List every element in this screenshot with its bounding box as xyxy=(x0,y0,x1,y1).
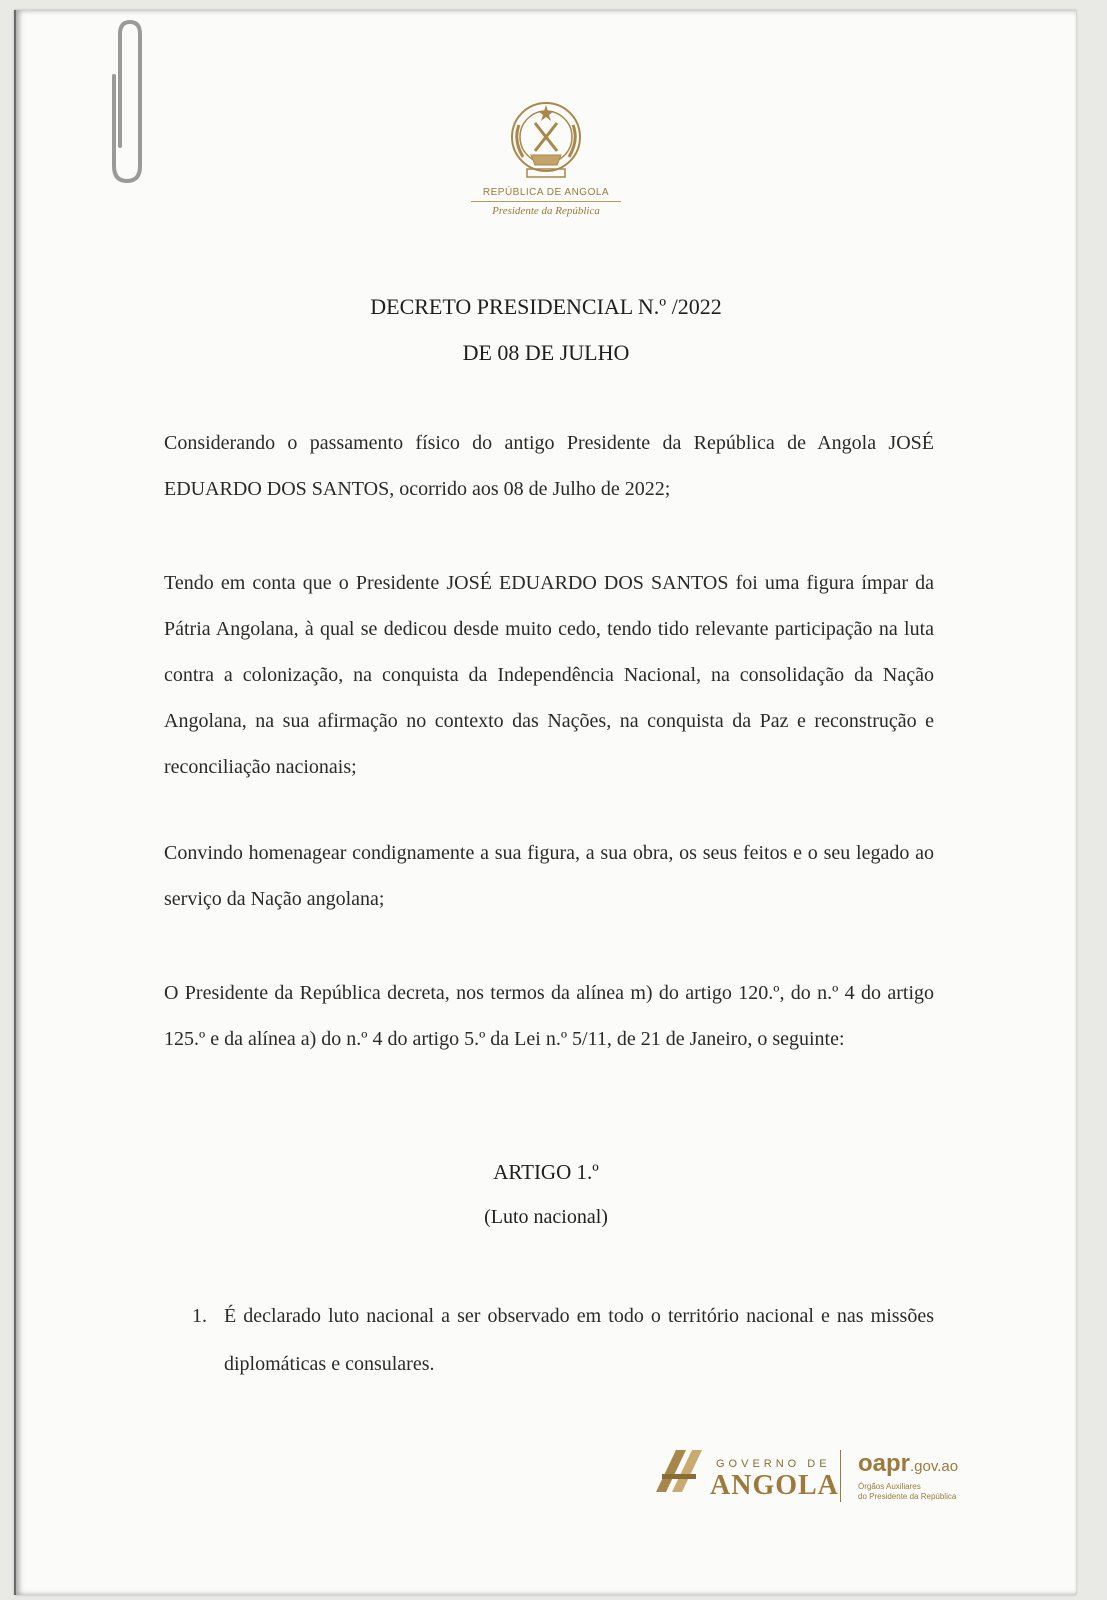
oapr-label: oapr xyxy=(858,1450,911,1477)
paragraph-considerando: Considerando o passamento físico do antigo Presidente da República de Angola JOSÉ EDUARDO DOS SANTOS, ocorrido aos 08 de Julho de 2022; xyxy=(164,432,934,500)
oapr-domain: .gov.ao xyxy=(910,1458,959,1475)
list-item-number: 1. xyxy=(192,1305,207,1327)
coat-of-arms-icon xyxy=(501,95,591,185)
document-page xyxy=(14,10,1076,1595)
letterhead xyxy=(16,95,1076,217)
article-heading: ARTIGO 1.º xyxy=(493,1160,599,1184)
paragraph-decreta: O Presidente da República decreta, nos termos da alínea m) do artigo 120.º, do n.º 4 do artigo 125.º e da alínea a) do n.º 4 do artigo 5.º da Lei n.º 5/11, de 21 de Janeiro, o seguinte: xyxy=(164,982,934,1050)
footer-divider xyxy=(840,1450,841,1502)
oapr-subtitle xyxy=(858,1482,956,1502)
paragraph-tendo-em-conta: Tendo em conta que o Presidente JOSÉ EDUARDO DOS SANTOS foi uma figura ímpar da Pátria Angolana, à qual se dedicou desde muito cedo, tendo tido relevante participação na luta contra a colonização, na conquista da Independência Nacional, na consolidação da Nação Angolana, na sua afirmação no contexto das Nações, na conquista da Paz e reconstrução e reconciliação nacionais; xyxy=(164,572,934,778)
governo-angola-logo-icon xyxy=(652,1448,708,1494)
office-label: Presidente da República xyxy=(492,205,600,217)
angola-label: ANGOLA xyxy=(710,1470,839,1501)
paragraph-convindo: Convindo homenagear condignamente a sua figura, a sua obra, os seus feitos e o seu legado ao serviço da Nação angolana; xyxy=(164,842,934,910)
oapr-logo xyxy=(858,1450,958,1478)
list-item xyxy=(194,1292,934,1388)
governo-de-label: GOVERNO DE xyxy=(716,1458,831,1470)
letterhead-divider xyxy=(471,201,621,202)
republic-label: REPÚBLICA DE ANGOLA xyxy=(482,187,610,198)
oapr-subtitle-line1: Órgãos Auxiliares xyxy=(858,1482,921,1491)
decree-date: DE 08 DE JULHO xyxy=(462,340,630,365)
decree-title: DECRETO PRESIDENCIAL N.º /2022 xyxy=(370,294,722,319)
oapr-subtitle-line2: do Presidente da República xyxy=(858,1492,957,1501)
article-subtitle: (Luto nacional) xyxy=(484,1206,608,1228)
list-item-text: É declarado luto nacional a ser observado em todo o território nacional e nas missões diplomáticas e consulares. xyxy=(224,1305,934,1375)
